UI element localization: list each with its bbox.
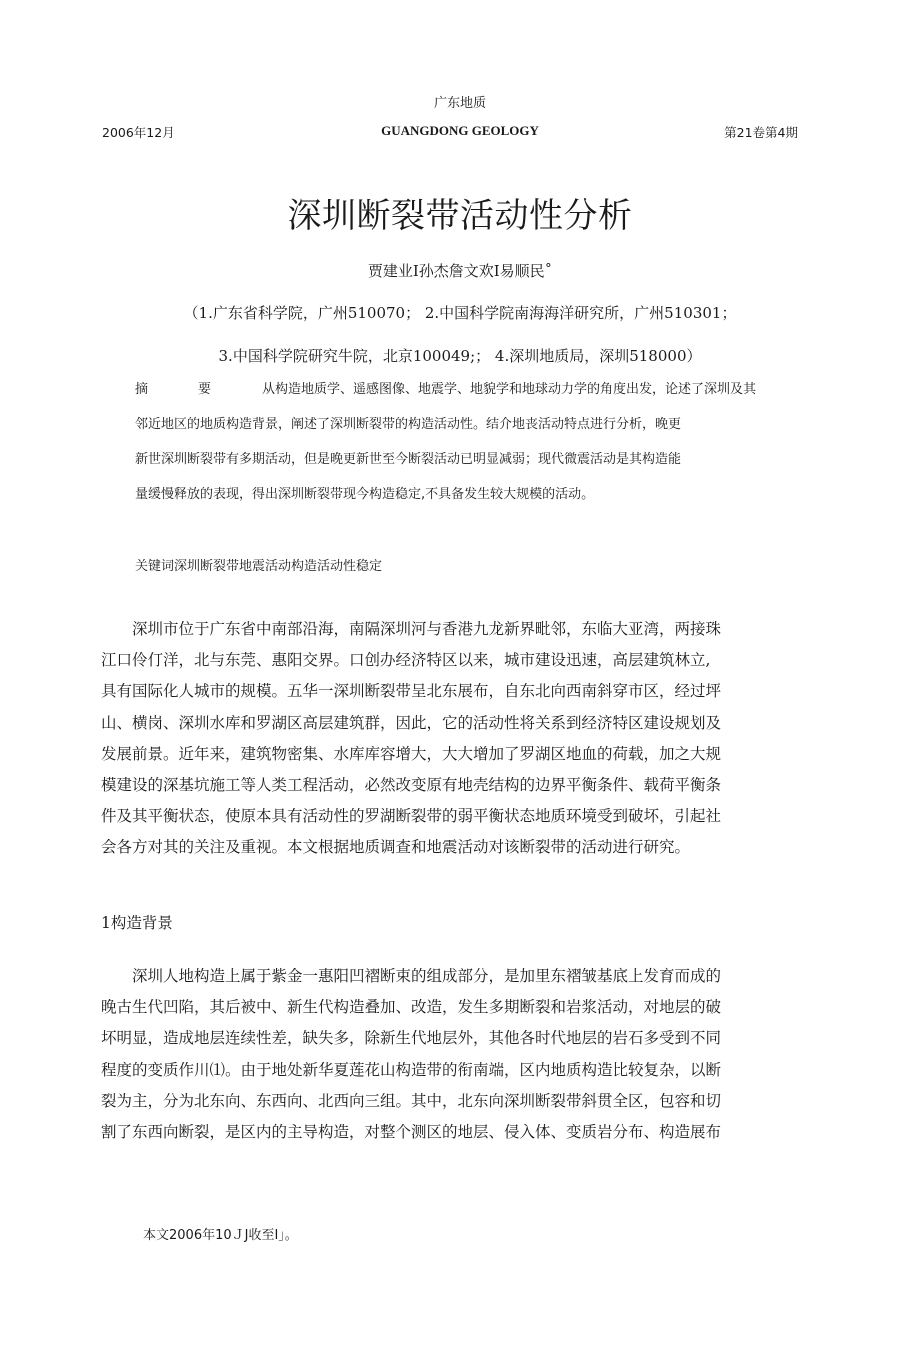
abstract: [135, 380, 835, 520]
text-line: 程度的变质作川⑴。由于地处新华夏莲花山构造带的衔南端，区内地质构造比较复杂，以断: [101, 1060, 722, 1079]
text-line: 裂为主，分为北东向、东西向、北西向三组。其中，北东向深圳断裂带斜贯全区，包容和切: [101, 1091, 722, 1110]
text-line: 山、横岗、深圳水库和罗湖区高层建筑群，因此，它的活动性将关系到经济特区建设规划及: [101, 713, 722, 732]
journal-name-en: GUANGDONG GEOLOGY: [381, 123, 539, 138]
abstract-line: 新世深圳断裂带有多期活动，但是晚更新世至今断裂活动已明显减弱；现代微震活动是其构造能: [135, 452, 682, 467]
affiliation-line: （1.广东省科学院，广州510070； 2.中国科学院南海海洋研究所，广州510301；: [183, 304, 737, 322]
text-line: 坏明显，造成地层连续性差，缺失多，除新生代地层外，其他各时代地层的岩石多受到不同: [101, 1029, 722, 1048]
issue-date: 2006年12月: [102, 125, 175, 140]
section-heading: 1构造背景: [101, 914, 173, 932]
text-line: 会各方对其的关注及重视。本文根据地质调查和地震活动对该断裂带的活动进行研究。: [101, 838, 691, 857]
journal-name-cn: 广东地质: [433, 96, 486, 111]
text-line: 割了东西向断裂，是区内的主导构造，对整个测区的地层、侵入体、变质岩分布、构造展布: [101, 1122, 722, 1141]
abstract-line: 摘要从构造地质学、遥感图像、地震学、地貌学和地球动力学的角度出发，论述了深圳及其: [135, 380, 835, 415]
text-line: 具有国际化人城市的规模。五华一深圳断裂带呈北东展布，自东北向西南斜穿市区，经过坪: [101, 682, 722, 701]
authors: 贾建业I孙杰詹文欢I易顺民˚: [367, 262, 553, 280]
affiliation-line: 3.中国科学院研究牛院，北京100049;； 4.深圳地质局，深圳518000）: [218, 347, 702, 365]
text-line: 深圳人地构造上属于紫金一惠阳凹褶断束的组成部分，是加里东褶皱基底上发育而成的: [101, 967, 722, 985]
text-line: 件及其平衡状态，使原本具有活动性的罗湖断裂带的弱平衡状态地质环境受到破坏，引起社: [101, 807, 722, 826]
volume-issue: 第21卷第4期: [724, 125, 798, 140]
text-line: 江口伶仃洋，北与东莞、惠阳交界。口创办经济特区以来，城市建设迅速，高层建筑林立,: [101, 651, 711, 670]
paper-title: 深圳断裂带活动性分析: [287, 196, 633, 236]
text-line: 晚古生代凹陷，其后被中、新生代构造叠加、改造，发生多期断裂和岩浆活动，对地层的破: [101, 998, 722, 1017]
body-paragraph: [101, 964, 801, 1151]
keywords: 关键词深圳断裂带地震活动构造活动性稳定: [135, 559, 383, 574]
text-line: 深圳市位于广东省中南部沿海，南隔深圳河与香港九龙新界毗邻，东临大亚湾，两接珠: [101, 620, 722, 638]
footnote: 本文2006年10ＪJ收至I」。: [143, 1228, 298, 1243]
text-line: 模建设的深基坑施工等人类工程活动，必然改变原有地壳结构的边界平衡条件、载荷平衡条: [101, 775, 722, 794]
abstract-line: 量缓慢释放的表现，得出深圳断裂带现今构造稳定,不具备发生较大规模的活动。: [135, 487, 595, 502]
abstract-line: 邻近地区的地质构造背景，阐述了深圳断裂带的构造活动性。结介地丧活动特点进行分析，晚更: [135, 417, 682, 432]
text-line: 发展前景。近年来，建筑物密集、水库库容增大，大大增加了罗湖区地血的荷载，加之大规: [101, 744, 722, 763]
body-paragraph: [101, 617, 801, 867]
abstract-label: 摘要: [135, 382, 262, 397]
